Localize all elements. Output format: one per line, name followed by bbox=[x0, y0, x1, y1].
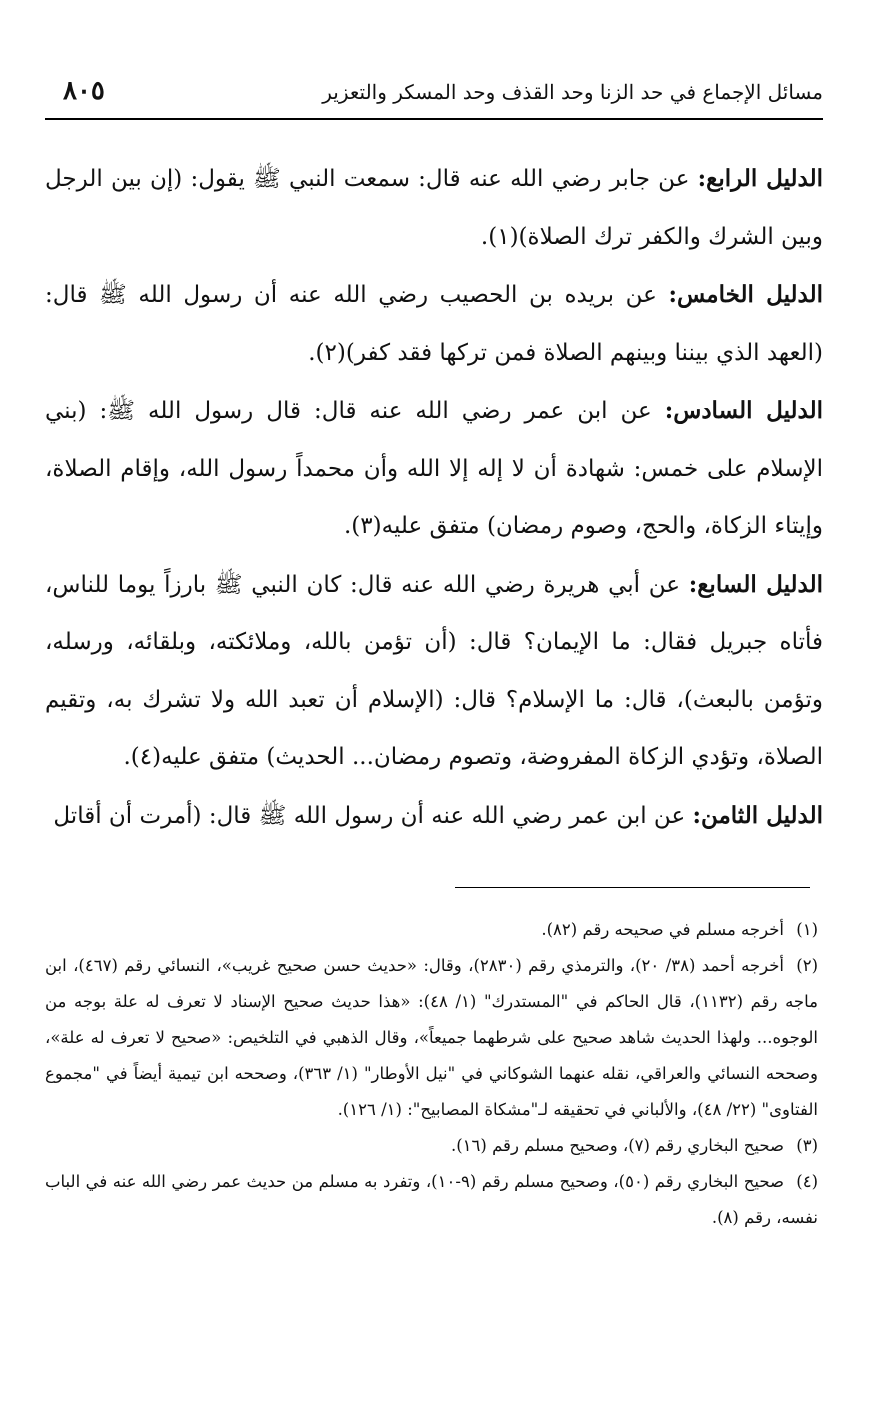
paragraph-text: عن ابن عمر رضي الله عنه قال: قال رسول الله ﷺ: (بني الإسلام على خمس: شهادة أن لا إله إلا الله وأن محمداً رسول الله، وإقام الصلاة، وإيتاء الزكاة، والحج، وصوم رمضان) متفق عليه(٣). bbox=[45, 398, 823, 539]
paragraph-evidence-8 bbox=[45, 787, 823, 846]
header-title: مسائل الإجماع في حد الزنا وحد القذف وحد المسكر والتعزير bbox=[322, 80, 823, 104]
paragraph-evidence-7 bbox=[45, 556, 823, 787]
footnote-text: صحيح البخاري رقم (٥٠)، وصحيح مسلم رقم (٩-١٠)، وتفرد به مسلم من حديث عمر رضي الله عنه في الباب نفسه، رقم (٨). bbox=[45, 1172, 818, 1227]
paragraph-text: عن أبي هريرة رضي الله عنه قال: كان النبي ﷺ بارزاً يوما للناس، فأتاه جبريل فقال: ما الإيمان؟ قال: (أن تؤمن بالله، وملائكته، وبلقائه، ورسله، وتؤمن بالبعث)، قال: ما الإسلام؟ قال: (الإسلام أن تعبد الله ولا تشرك به، وتقيم الصلاة، وتؤدي الزكاة المفروضة، وتصوم رمضان... الحديث) متفق عليه(٤). bbox=[45, 571, 823, 770]
footnote-number: (٣) bbox=[796, 1136, 818, 1155]
footnote-number: (٤) bbox=[796, 1172, 819, 1191]
paragraph-lead: الدليل السادس: bbox=[664, 397, 824, 424]
footnote-2 bbox=[45, 948, 818, 1128]
paragraph-lead: الدليل الخامس: bbox=[668, 281, 823, 308]
page-number: ٨٠٥ bbox=[63, 76, 105, 106]
footnote-text: أخرجه أحمد (٣٨/ ٢٠)، والترمذي رقم (٢٨٣٠)، وقال: «حديث حسن صحيح غريب»، النسائي رقم (٤٦٧)، ابن ماجه رقم (١١٣٢)، قال الحاكم في "المستدرك" (١/ ٤٨): «هذا حديث صحيح الإسناد لا تعرف له علة بوجه من الوجوه... ولهذا الحديث شاهد صحيح على شرطهما جميعاً»، وقال الذهبي في التلخيص: «صحيح لا تعرف له علة»، وصححه النسائي والعراقي، نقله عنهما الشوكاني في "نيل الأوطار" (١/ ٣٦٣)، وصححه ابن تيمية أيضاً في "مجموع الفتاوى" (٢٢/ ٤٨)، والألباني في تحقيقه لـ"مشكاة المصابيح": (١/ ١٢٦). bbox=[45, 956, 818, 1119]
footnote-text: صحيح البخاري رقم (٧)، وصحيح مسلم رقم (١٦). bbox=[450, 1136, 784, 1155]
paragraph-lead: الدليل الثامن: bbox=[692, 801, 823, 829]
paragraph-evidence-6 bbox=[45, 382, 823, 556]
running-header bbox=[45, 72, 823, 112]
footnote-number: (٢) bbox=[796, 956, 818, 975]
paragraph-lead: الدليل الرابع: bbox=[697, 165, 823, 192]
paragraph-text: عن جابر رضي الله عنه قال: سمعت النبي ﷺ يقول: (إن بين الرجل وبين الشرك والكفر ترك الصلاة)(١). bbox=[45, 166, 823, 250]
paragraph-evidence-5 bbox=[45, 266, 823, 382]
paragraph-evidence-4 bbox=[45, 150, 823, 266]
footnote-4 bbox=[45, 1164, 818, 1236]
footnote-number: (١) bbox=[796, 920, 818, 939]
paragraph-text: عن بريده بن الحصيب رضي الله عنه أن رسول الله ﷺ قال: (العهد الذي بيننا وبينهم الصلاة فمن تركها فقد كفر)(٢). bbox=[45, 282, 823, 366]
header-rule bbox=[45, 118, 823, 120]
paragraph-lead: الدليل السابع: bbox=[688, 570, 823, 598]
paragraph-text: عن ابن عمر رضي الله عنه أن رسول الله ﷺ قال: (أمرت أن أقاتل bbox=[53, 802, 693, 829]
footnotes bbox=[45, 912, 818, 1236]
main-text bbox=[45, 150, 823, 845]
footnote-1 bbox=[45, 912, 818, 948]
footnote-3 bbox=[45, 1128, 818, 1164]
footnote-separator bbox=[455, 887, 810, 888]
footnote-text: أخرجه مسلم في صحيحه رقم (٨٢). bbox=[541, 920, 784, 939]
